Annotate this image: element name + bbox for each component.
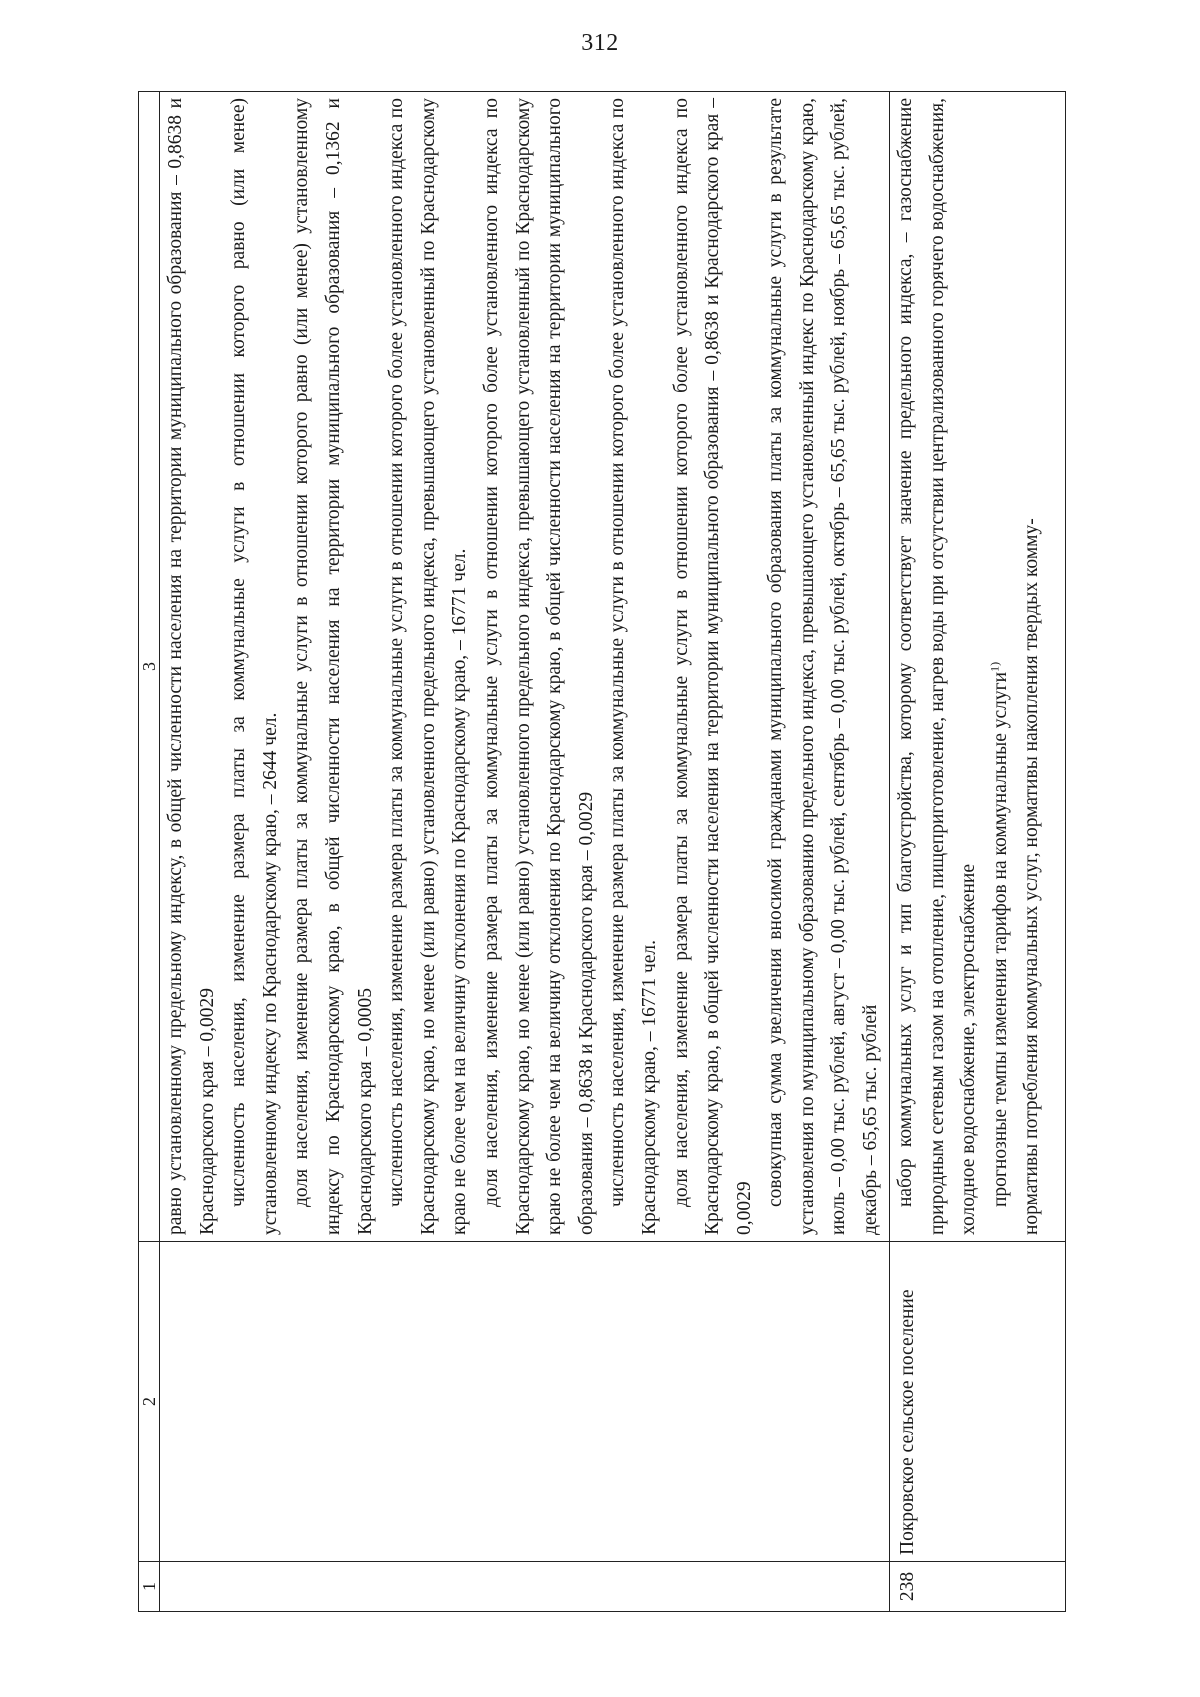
column-header-3: 3: [139, 92, 160, 1242]
page-number: 312: [581, 30, 619, 56]
indicator-paragraph: доля населения, изменение размера платы за коммунальные услуги в отношении которого равно (или менее) установленному индексу по Краснодарскому краю, в общей численности населения на территории муниципального образования – 0,1362 и Краснодарского края – 0,0005: [291, 98, 376, 1235]
footnote-mark: 1): [987, 661, 1002, 672]
indicator-paragraph: [985, 98, 1017, 1235]
row-number-cell: [160, 1562, 890, 1612]
table-row: [160, 92, 890, 1612]
indicator-text: прогнозные темпы изменения тарифов на коммунальные услуги: [989, 671, 1011, 1207]
table-header-row: [139, 92, 160, 1612]
rotated-table-sheet: [138, 92, 1058, 1612]
settlement-name-cell: Покровское сельское поселение: [890, 1242, 1066, 1562]
indicator-paragraph: совокупная сумма увеличения вносимой гражданами муниципального образования платы за коммунальные услуги в результате установления по муниципальному образованию предельного индекса, превышающего установленный индекс по Краснодарскому краю, июль – 0,00 тыс. рублей, август – 0,00 тыс. рублей, сентябрь – 0,00 тыс. рублей, октябрь – 65,65 тыс. рублей, ноябрь – 65,65 тыс. рублей, декабрь – 65,65 тыс. рублей: [765, 98, 882, 1235]
indicator-paragraph: численность населения, изменение размера платы за коммунальные услуги в отношении которого более установленного индекса по Краснодарскому краю, но менее (или равно) установленного предельного индекса, превышающего установленный по Краснодарскому краю не более чем на величину отклонения по Краснодарскому краю, – 16771 чел.: [386, 98, 471, 1235]
indicators-cell: [890, 92, 1066, 1242]
indicator-paragraph: численность населения, изменение размера платы за коммунальные услуги в отношении которого более установленного индекса по Краснодарскому краю, – 16771 чел.: [607, 98, 660, 1235]
data-table: [138, 91, 1066, 1612]
indicator-paragraph: численность населения, изменение размера платы за коммунальные услуги в отношении которого равно (или менее) установленному индексу по Краснодарскому краю, – 2644 чел.: [228, 98, 281, 1235]
row-number-cell: 238: [890, 1562, 1066, 1612]
indicator-paragraph: доля населения, изменение размера платы за коммунальные услуги в отношении которого более установленного индекса по Краснодарскому краю, но менее (или равно) установленного предельного индекса, превышающего установленный по Краснодарскому краю не более чем на величину отклонения по Краснодарскому краю, в общей численности населения на территории муниципального образования – 0,8638 и Краснодарского края – 0,0029: [480, 98, 597, 1235]
indicator-paragraph: нормативы потребления коммунальных услуг, нормативы накопления твердых комму-: [1021, 518, 1043, 1235]
column-header-2: 2: [139, 1242, 160, 1562]
indicator-paragraph: доля населения, изменение размера платы за коммунальные услуги в отношении которого более установленного индекса по Краснодарскому краю, в общей численности населения на территории муниципального образования – 0,8638 и Краснодарского края – 0,0029: [670, 98, 755, 1235]
indicator-paragraph: набор коммунальных услуг и тип благоустройства, которому соответствует значение предельного индекса, – газоснабжение природным сетевым газом на отопление, пищеприготовление, нагрев воды при отсутствии централизованного горячего водоснабжения, холодное водоснабжение, электроснабжение: [895, 98, 980, 1235]
settlement-name-cell: [160, 1242, 890, 1562]
indicators-cell: [160, 92, 890, 1242]
column-header-1: 1: [139, 1562, 160, 1612]
table-row: [890, 92, 1066, 1612]
indicator-paragraph: равно установленному предельному индексу, в общей численности населения на территории муниципального образования – 0,8638 и Краснодарского края – 0,0029: [165, 98, 218, 1235]
